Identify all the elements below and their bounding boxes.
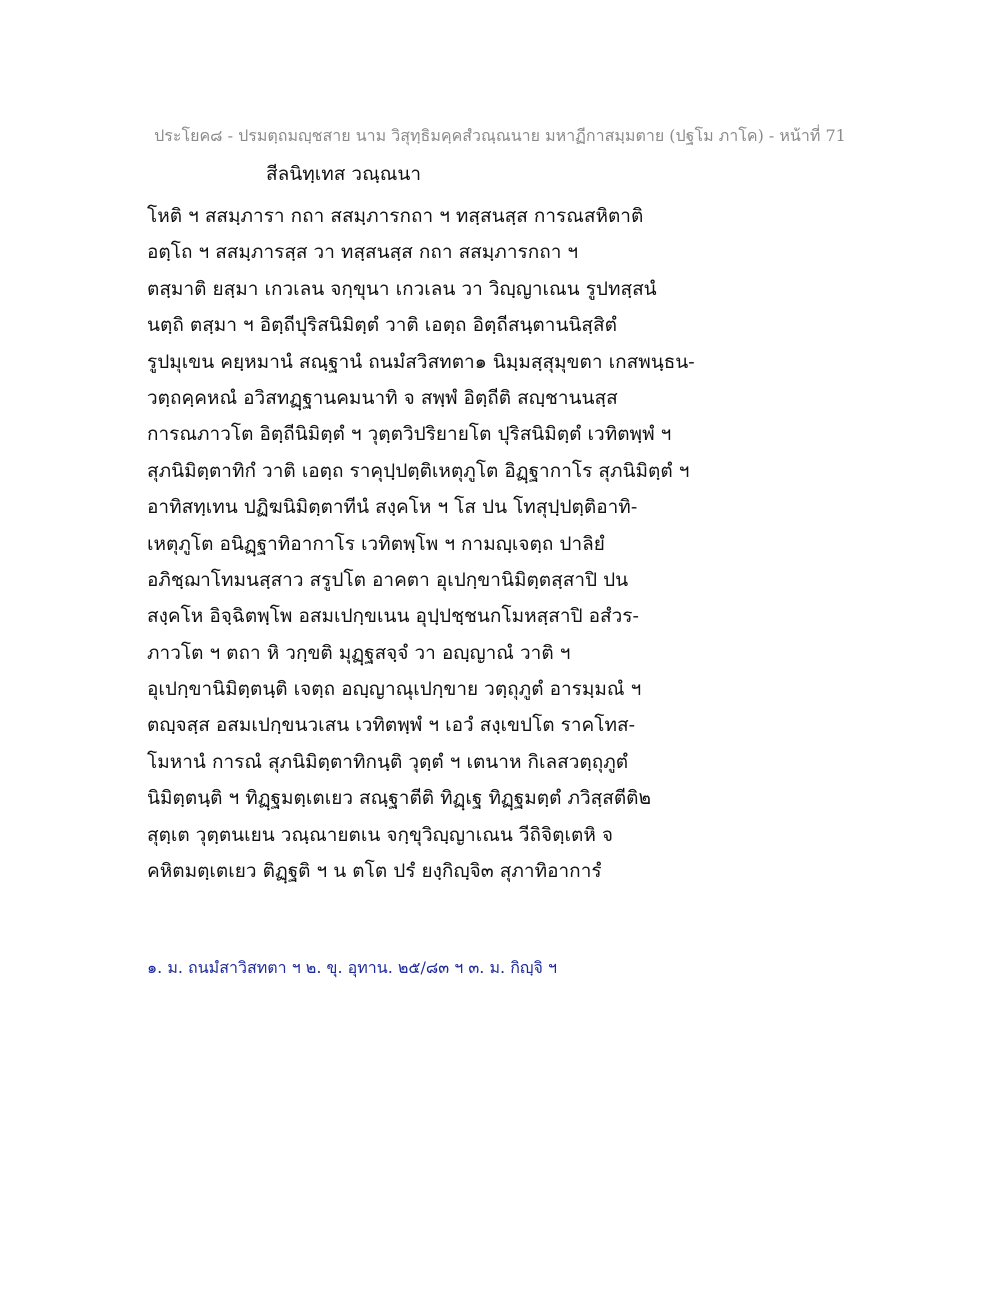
footnotes: ๑. ม. ถนมํสาวิสทตา ฯ ๒. ขุ. อุทาน. ๒๕/๘๓ ฯ ๓. ม. กิญฺจิ ฯ <box>147 958 557 977</box>
text-line: โหติ ฯ สสมฺภารา กถา สสมฺภารกถา ฯ ทสฺสนสฺส การณสหิตาติ <box>147 205 644 227</box>
text-line: ตญฺจสฺส อสมเปกฺขนวเสน เวทิตพฺพํ ฯ เอวํ สงฺเขปโต ราคโทส- <box>147 714 636 737</box>
text-line: สงฺคโห อิจฺฉิตพฺโพ อสมเปกฺขเนน อุปฺปชฺชนกโมหสฺสาปิ อสํวร- <box>147 605 639 628</box>
text-line: อตฺโถ ฯ สสมฺภารสฺส วา ทสฺสนสฺส กถา สสมฺภารกถา ฯ <box>147 241 579 264</box>
body-text <box>147 198 867 889</box>
text-line: รูปมุเขน คยฺหมานํ สณฺฐานํ ถนมํสวิสทตา๑ นิมฺมสฺสุมุขตา เกสพนฺธน- <box>147 350 695 373</box>
text-line: อาทิสทฺเทน ปฏิฆนิมิตฺตาทีนํ สงฺคโห ฯ โส ปน โทสุปฺปตฺติอาทิ- <box>147 496 638 519</box>
text-line: ภาวโต ฯ ตถา หิ วกฺขติ มุฏฺฐสจฺจํ วา อญฺญาณํ วาติ ฯ <box>147 641 571 664</box>
text-line: นตฺถิ ตสฺมา ฯ อิตฺถีปุริสนิมิตฺตํ วาติ เอตฺถ อิตฺถีสนฺตานนิสฺสิตํ <box>147 314 617 337</box>
text-line: โมหานํ การณํ สุภนิมิตฺตาทิกนฺติ วุตฺตํ ฯ เตนาห กิเลสวตฺถุภูตํ <box>147 750 629 773</box>
text-line: อภิชฺฌาโทมนสฺสาว สรูปโต อาคตา อุเปกฺขานิมิตฺตสฺสาปิ ปน <box>147 568 629 591</box>
running-header: ประโยค๘ - ปรมตฺถมญฺชสาย นาม วิสุทฺธิมคฺคสํวณฺณนาย มหาฏีกาสมฺมตาย (ปฐโม ภาโค) - หน้าที่ 71 <box>154 126 846 145</box>
text-line: เหตุภูโต อนิฏฺฐาทิอากาโร เวทิตพฺโพ ฯ กามญฺเจตฺถ ปาลิยํ <box>147 532 605 555</box>
text-line: การณภาวโต อิตฺถีนิมิตฺตํ ฯ วุตฺตวิปริยายโต ปุริสนิมิตฺตํ เวทิตพฺพํ ฯ <box>147 423 672 446</box>
text-line: อุเปกฺขานิมิตฺตนฺติ เจตฺถ อญฺญาณุเปกฺขาย วตฺถุภูตํ อารมฺมณํ ฯ <box>147 678 642 701</box>
text-line: นิมิตฺตนฺติ ฯ ทิฏฺฐมตฺเตเยว สณฺฐาตีติ ทิฏฺเฐ ทิฏฺฐมตฺตํ ภวิสฺสตีติ๒ <box>147 787 652 810</box>
text-line: คหิตมตฺเตเยว ติฏฺฐติ ฯ น ตโต ปรํ ยงฺกิญฺจิ๓ สุภาทิอาการํ <box>147 860 602 883</box>
text-line: สุตฺเต วุตฺตนเยน วณฺณายตเน จกฺขุวิญฺญาเณน วีถิจิตฺเตหิ จ <box>147 823 614 846</box>
text-line: สุภนิมิตฺตาทิกํ วาติ เอตฺถ ราคุปฺปตฺติเหตุภูโต อิฏฺฐากาโร สุภนิมิตฺตํ ฯ <box>147 459 690 482</box>
text-line: ตสฺมาติ ยสฺมา เกวเลน จกฺขุนา เกวเลน วา วิญฺญาเณน รูปทสฺสนํ <box>147 277 657 300</box>
section-title: สีลนิทฺเทส วณฺณนา <box>266 163 421 185</box>
text-line: วตฺถคฺคหณํ อวิสทฏฺฐานคมนาทิ จ สพฺพํ อิตฺถีติ สญฺชานนสฺส <box>147 386 618 409</box>
